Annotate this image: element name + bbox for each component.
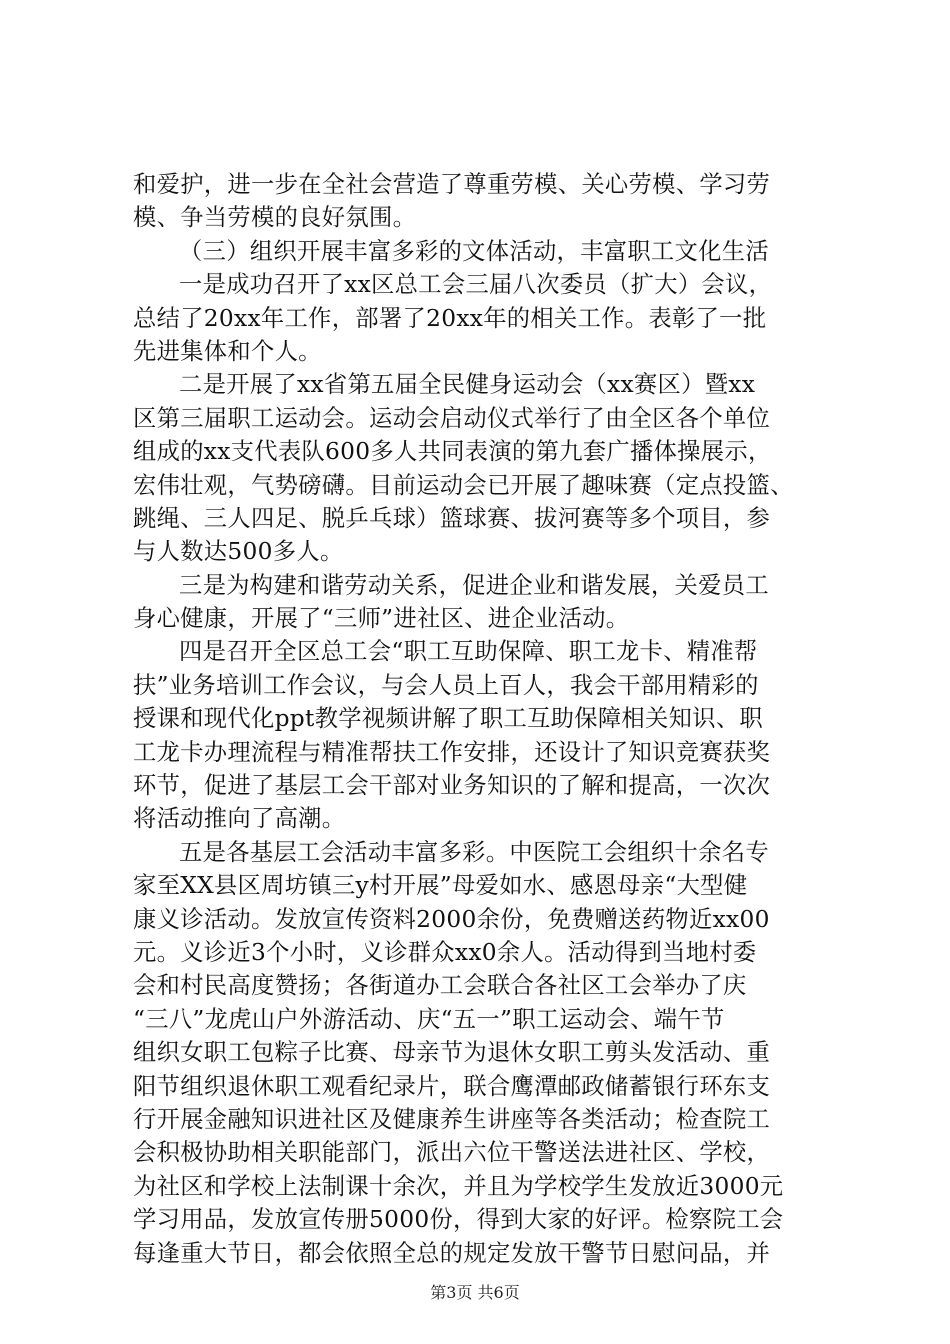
- text-line: 会和村民高度赞扬；各街道办工会联合各社区工会举办了庆: [133, 972, 747, 1000]
- text-line: 会积极协助相关职能部门，派出六位干警送法进社区、学校，: [133, 1139, 771, 1167]
- text-line: 和爱护，进一步在全社会营造了尊重劳模、关心劳模、学习劳: [133, 171, 771, 198]
- text-line: 一是成功召开了xx区总工会三届八次委员（扩大）会议，: [179, 271, 773, 299]
- text-line: 元。义诊近3个小时，义诊群众xx0余人。活动得到当地村委: [133, 938, 757, 966]
- text-line: 模、争当劳模的良好氛围。: [133, 204, 417, 232]
- text-line: 行开展金融知识进社区及健康养生讲座等各类活动；检查院工: [133, 1105, 771, 1133]
- text-line: 跳绳、三人四足、脱乒乓球）篮球赛、拔河赛等多个项目，参: [133, 504, 771, 532]
- text-line: 四是召开全区总工会“职工互助保障、职工龙卡、精准帮: [179, 638, 758, 666]
- text-line: 先进集体和个人。: [133, 337, 322, 365]
- text-line: 学习用品，发放宣传册5000份，得到大家的好评。检察院工会: [133, 1206, 784, 1234]
- text-line: 二是开展了xx省第五届全民健身运动会（xx赛区）暨xx: [179, 371, 756, 399]
- text-line: 与人数达500多人。: [133, 538, 344, 566]
- text-line: 宏伟壮观，气势磅礴。目前运动会已开展了趣味赛（定点投篮、: [133, 471, 794, 499]
- text-line: 将活动推向了高潮。: [133, 805, 346, 833]
- text-line: 扶”业务培训工作会议，与会人员上百人，我会干部用精彩的: [133, 671, 759, 699]
- text-line: 组成的xx支代表队600多人共同表演的第九套广播体操展示，: [133, 438, 772, 466]
- text-line: 身心健康，开展了“三师”进社区、进企业活动。: [133, 605, 630, 633]
- text-line: 授课和现代化ppt教学视频讲解了职工互助保障相关知识、职: [133, 705, 764, 733]
- text-line: 区第三届职工运动会。运动会启动仪式举行了由全区各个单位: [133, 404, 771, 432]
- text-line: 家至XX县区周坊镇三y村开展”母爱如水、感恩母亲“大型健: [133, 872, 748, 900]
- text-line: 为社区和学校上法制课十余次，并且为学校学生发放近3000元: [133, 1172, 784, 1200]
- text-line: 组织女职工包粽子比赛、母亲节为退休女职工剪头发活动、重: [133, 1039, 771, 1067]
- text-line: 每逢重大节日，都会依照全总的规定发放干警节日慰问品，并: [133, 1239, 771, 1267]
- text-line: 总结了20xx年工作，部署了20xx年的相关工作。表彰了一批: [133, 304, 767, 332]
- text-line: 五是各基层工会活动丰富多彩。中医院工会组织十余名专: [179, 838, 769, 866]
- page-number-footer: 第3页 共6页: [430, 1283, 520, 1302]
- text-line: 环节，促进了基层工会干部对业务知识的了解和提高，一次次: [133, 772, 771, 800]
- document-body: [133, 168, 833, 1270]
- text-line: 三是为构建和谐劳动关系，促进企业和谐发展，关爱员工: [179, 571, 769, 599]
- text-line: 工龙卡办理流程与精准帮扶工作安排，还设计了知识竞赛获奖: [133, 738, 771, 766]
- text-line: 康义诊活动。发放宣传资料2000余份，免费赠送药物近xx00: [133, 905, 770, 933]
- section-heading: （三）组织开展丰富多彩的文体活动，丰富职工文化生活: [179, 237, 769, 265]
- text-line: “三八”龙虎山户外游活动、庆“五一”职工运动会、端午节: [133, 1005, 725, 1033]
- text-line: 阳节组织退休职工观看纪录片，联合鹰潭邮政储蓄银行环东支: [133, 1072, 771, 1100]
